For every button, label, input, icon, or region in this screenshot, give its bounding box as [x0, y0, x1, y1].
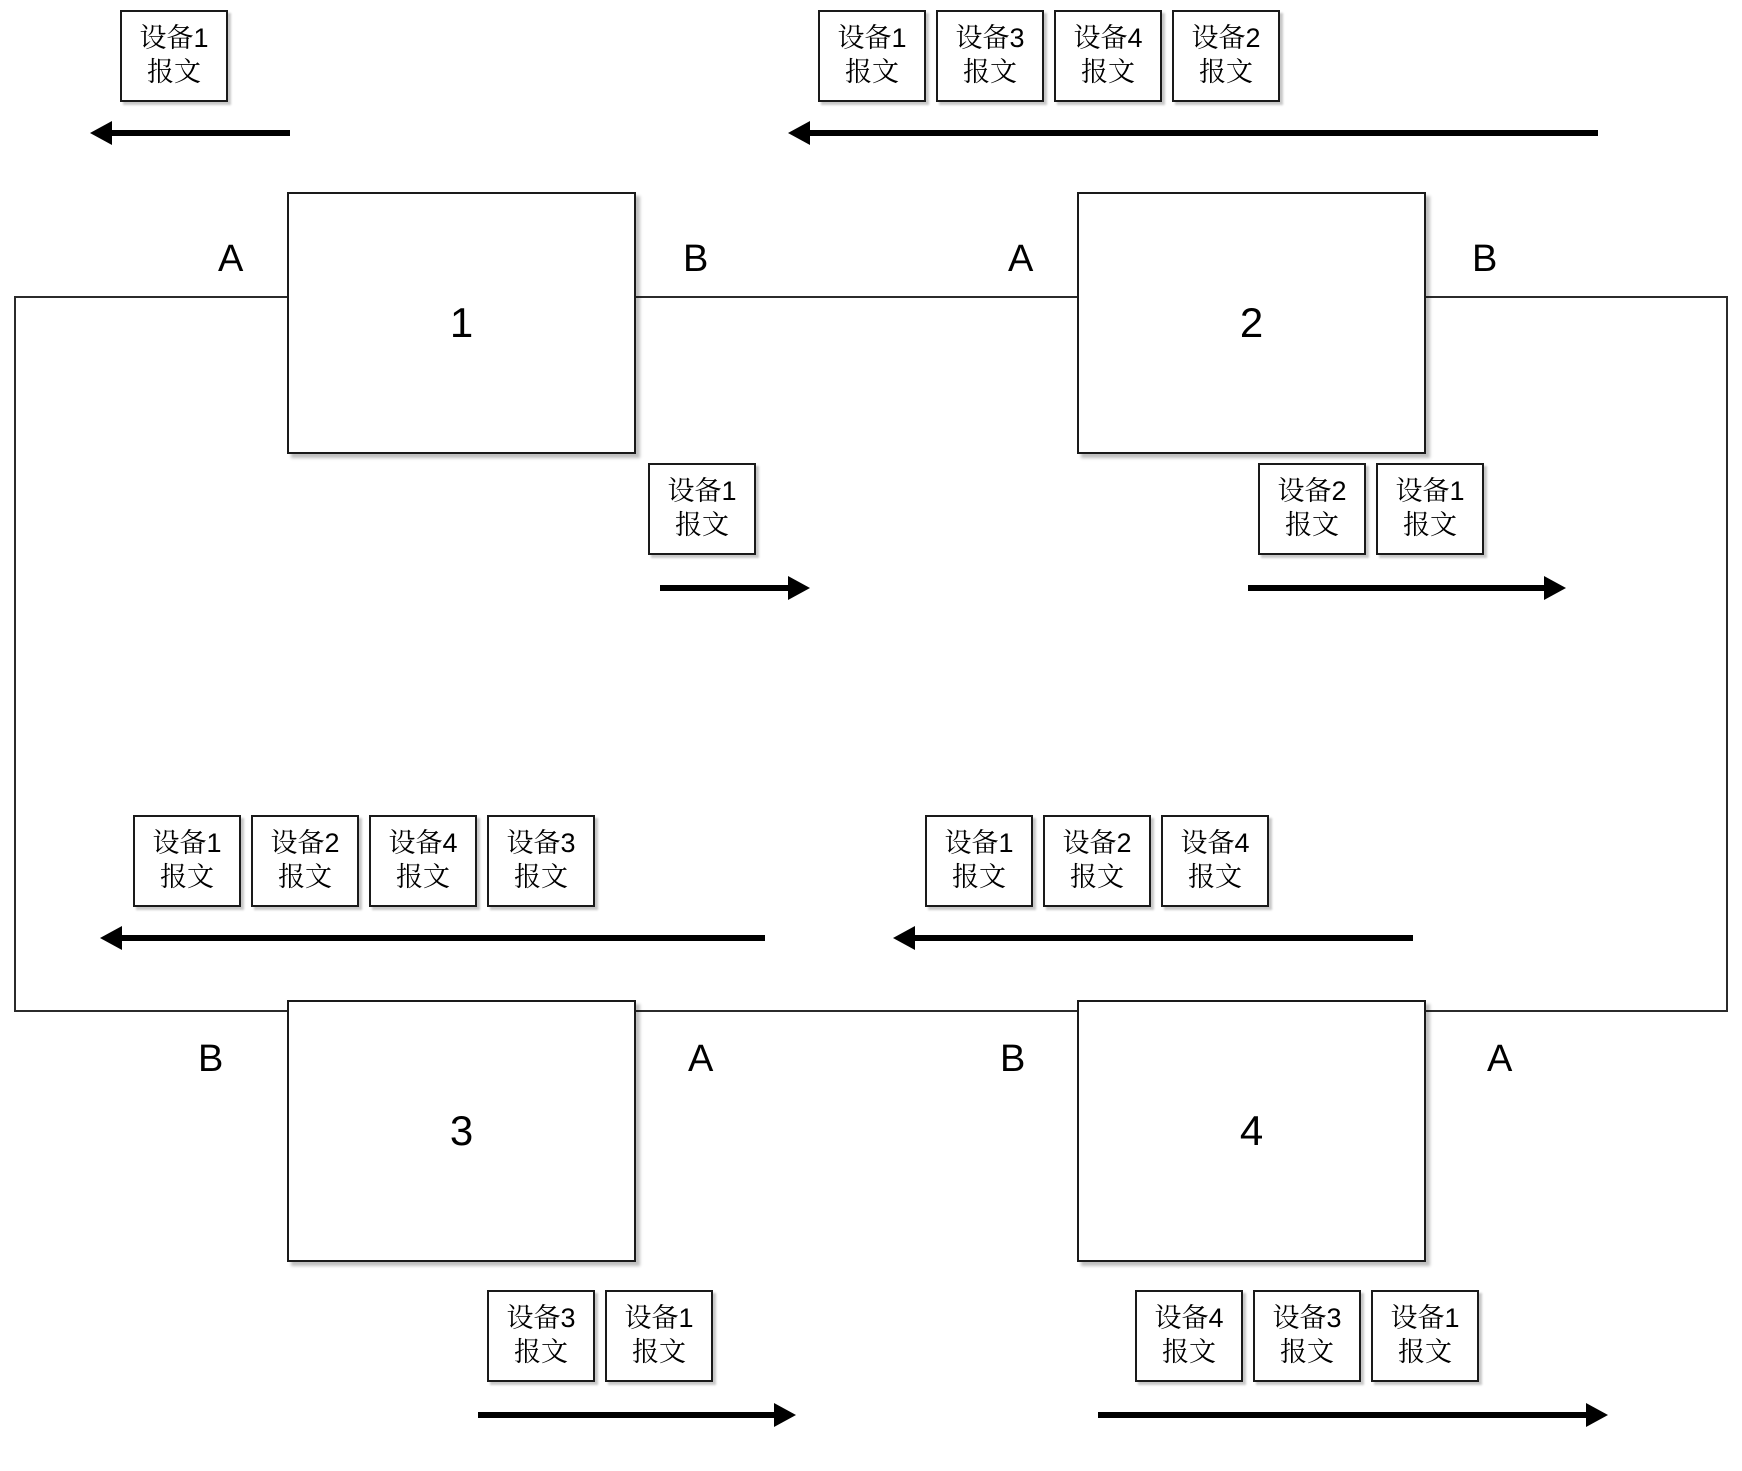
- arrow-node1-out: [660, 585, 790, 591]
- device-node-2-label: 2: [1239, 299, 1264, 346]
- device-node-2[interactable]: [1077, 192, 1426, 454]
- arrow-mid-left: [120, 935, 765, 941]
- ring-wire-top-right: [1422, 296, 1727, 298]
- arrow-node3-out: [478, 1412, 776, 1418]
- packet-line2: 报文: [1403, 510, 1457, 540]
- arrow-top-right: [808, 130, 1598, 136]
- packet-line2: 报文: [1188, 862, 1242, 892]
- packet-line2: 报文: [396, 862, 450, 892]
- ring-wire-left: [14, 296, 16, 1012]
- packet-group-node1-out: [648, 463, 756, 555]
- packet-line1: 设备1: [1395, 476, 1465, 507]
- arrow-top-left: [110, 130, 290, 136]
- packet-box[interactable]: [1135, 1290, 1243, 1382]
- device-node-1-label: 1: [449, 299, 474, 346]
- ring-wire-top-middle: [630, 296, 1080, 298]
- arrow-node4-out: [1098, 1412, 1588, 1418]
- packet-box[interactable]: [1258, 463, 1366, 555]
- device-node-4-label: 4: [1239, 1107, 1264, 1154]
- packet-line2: 报文: [1081, 57, 1135, 87]
- packet-box[interactable]: [936, 10, 1044, 102]
- ring-wire-bottom-middle: [630, 1010, 1080, 1012]
- arrow-head-icon: [1544, 576, 1566, 600]
- packet-group-top-right: [818, 10, 1280, 102]
- port-label-4a: A: [1487, 1038, 1513, 1080]
- packet-line1: 设备3: [955, 23, 1025, 54]
- device-node-1[interactable]: [287, 192, 636, 454]
- packet-box[interactable]: [369, 815, 477, 907]
- packet-box[interactable]: [1161, 815, 1269, 907]
- packet-box[interactable]: [648, 463, 756, 555]
- packet-line1: 设备1: [624, 1303, 694, 1334]
- packet-line2: 报文: [1280, 1337, 1334, 1367]
- packet-group-node4-out: [1135, 1290, 1479, 1382]
- packet-line2: 报文: [845, 57, 899, 87]
- packet-line2: 报文: [160, 862, 214, 892]
- packet-line1: 设备4: [1180, 828, 1250, 859]
- port-label-3b: B: [198, 1038, 224, 1080]
- packet-line1: 设备2: [270, 828, 340, 859]
- packet-line2: 报文: [514, 862, 568, 892]
- packet-line2: 报文: [1070, 862, 1124, 892]
- packet-line2: 报文: [675, 510, 729, 540]
- packet-line2: 报文: [952, 862, 1006, 892]
- port-label-4b: B: [1000, 1038, 1026, 1080]
- arrow-head-icon: [100, 926, 122, 950]
- packet-line2: 报文: [1398, 1337, 1452, 1367]
- packet-line1: 设备4: [1154, 1303, 1224, 1334]
- packet-box[interactable]: [120, 10, 228, 102]
- ring-wire-top-left: [14, 296, 288, 298]
- packet-group-mid-left: [133, 815, 595, 907]
- packet-box[interactable]: [1054, 10, 1162, 102]
- packet-line1: 设备4: [1073, 23, 1143, 54]
- packet-line2: 报文: [147, 57, 201, 87]
- packet-line1: 设备1: [152, 828, 222, 859]
- packet-line1: 设备1: [1390, 1303, 1460, 1334]
- packet-line1: 设备1: [667, 476, 737, 507]
- packet-line1: 设备3: [1272, 1303, 1342, 1334]
- packet-group-mid-right: [925, 815, 1269, 907]
- port-label-2b: B: [1472, 238, 1498, 280]
- packet-line1: 设备2: [1062, 828, 1132, 859]
- packet-group-top-left: [120, 10, 228, 102]
- packet-box[interactable]: [487, 1290, 595, 1382]
- port-label-1b: B: [683, 238, 709, 280]
- packet-line2: 报文: [1162, 1337, 1216, 1367]
- packet-line1: 设备1: [944, 828, 1014, 859]
- packet-line1: 设备3: [506, 828, 576, 859]
- port-label-2a: A: [1008, 238, 1034, 280]
- packet-line2: 报文: [963, 57, 1017, 87]
- packet-group-node2-out: [1258, 463, 1484, 555]
- arrow-head-icon: [90, 121, 112, 145]
- packet-line1: 设备2: [1277, 476, 1347, 507]
- packet-line1: 设备3: [506, 1303, 576, 1334]
- arrow-head-icon: [788, 576, 810, 600]
- packet-box[interactable]: [251, 815, 359, 907]
- packet-line1: 设备1: [837, 23, 907, 54]
- port-label-3a: A: [688, 1038, 714, 1080]
- ring-wire-bottom-left: [14, 1010, 288, 1012]
- packet-line2: 报文: [514, 1337, 568, 1367]
- packet-box[interactable]: [925, 815, 1033, 907]
- packet-box[interactable]: [1253, 1290, 1361, 1382]
- packet-box[interactable]: [1172, 10, 1280, 102]
- packet-box[interactable]: [1371, 1290, 1479, 1382]
- device-node-4[interactable]: [1077, 1000, 1426, 1262]
- arrow-mid-right: [913, 935, 1413, 941]
- arrow-head-icon: [774, 1403, 796, 1427]
- port-label-1a: A: [218, 238, 244, 280]
- packet-box[interactable]: [818, 10, 926, 102]
- packet-line1: 设备2: [1191, 23, 1261, 54]
- ring-wire-right: [1726, 296, 1728, 1012]
- arrow-head-icon: [1586, 1403, 1608, 1427]
- device-node-3[interactable]: [287, 1000, 636, 1262]
- ring-wire-bottom-right: [1422, 1010, 1727, 1012]
- packet-box[interactable]: [605, 1290, 713, 1382]
- device-node-3-label: 3: [449, 1107, 474, 1154]
- arrow-node2-out: [1248, 585, 1546, 591]
- packet-box[interactable]: [487, 815, 595, 907]
- packet-line2: 报文: [632, 1337, 686, 1367]
- packet-box[interactable]: [1376, 463, 1484, 555]
- packet-box[interactable]: [133, 815, 241, 907]
- packet-line1: 设备1: [139, 23, 209, 54]
- packet-line1: 设备4: [388, 828, 458, 859]
- packet-line2: 报文: [278, 862, 332, 892]
- arrow-head-icon: [788, 121, 810, 145]
- arrow-head-icon: [893, 926, 915, 950]
- packet-line2: 报文: [1199, 57, 1253, 87]
- packet-box[interactable]: [1043, 815, 1151, 907]
- packet-group-node3-out: [487, 1290, 713, 1382]
- packet-line2: 报文: [1285, 510, 1339, 540]
